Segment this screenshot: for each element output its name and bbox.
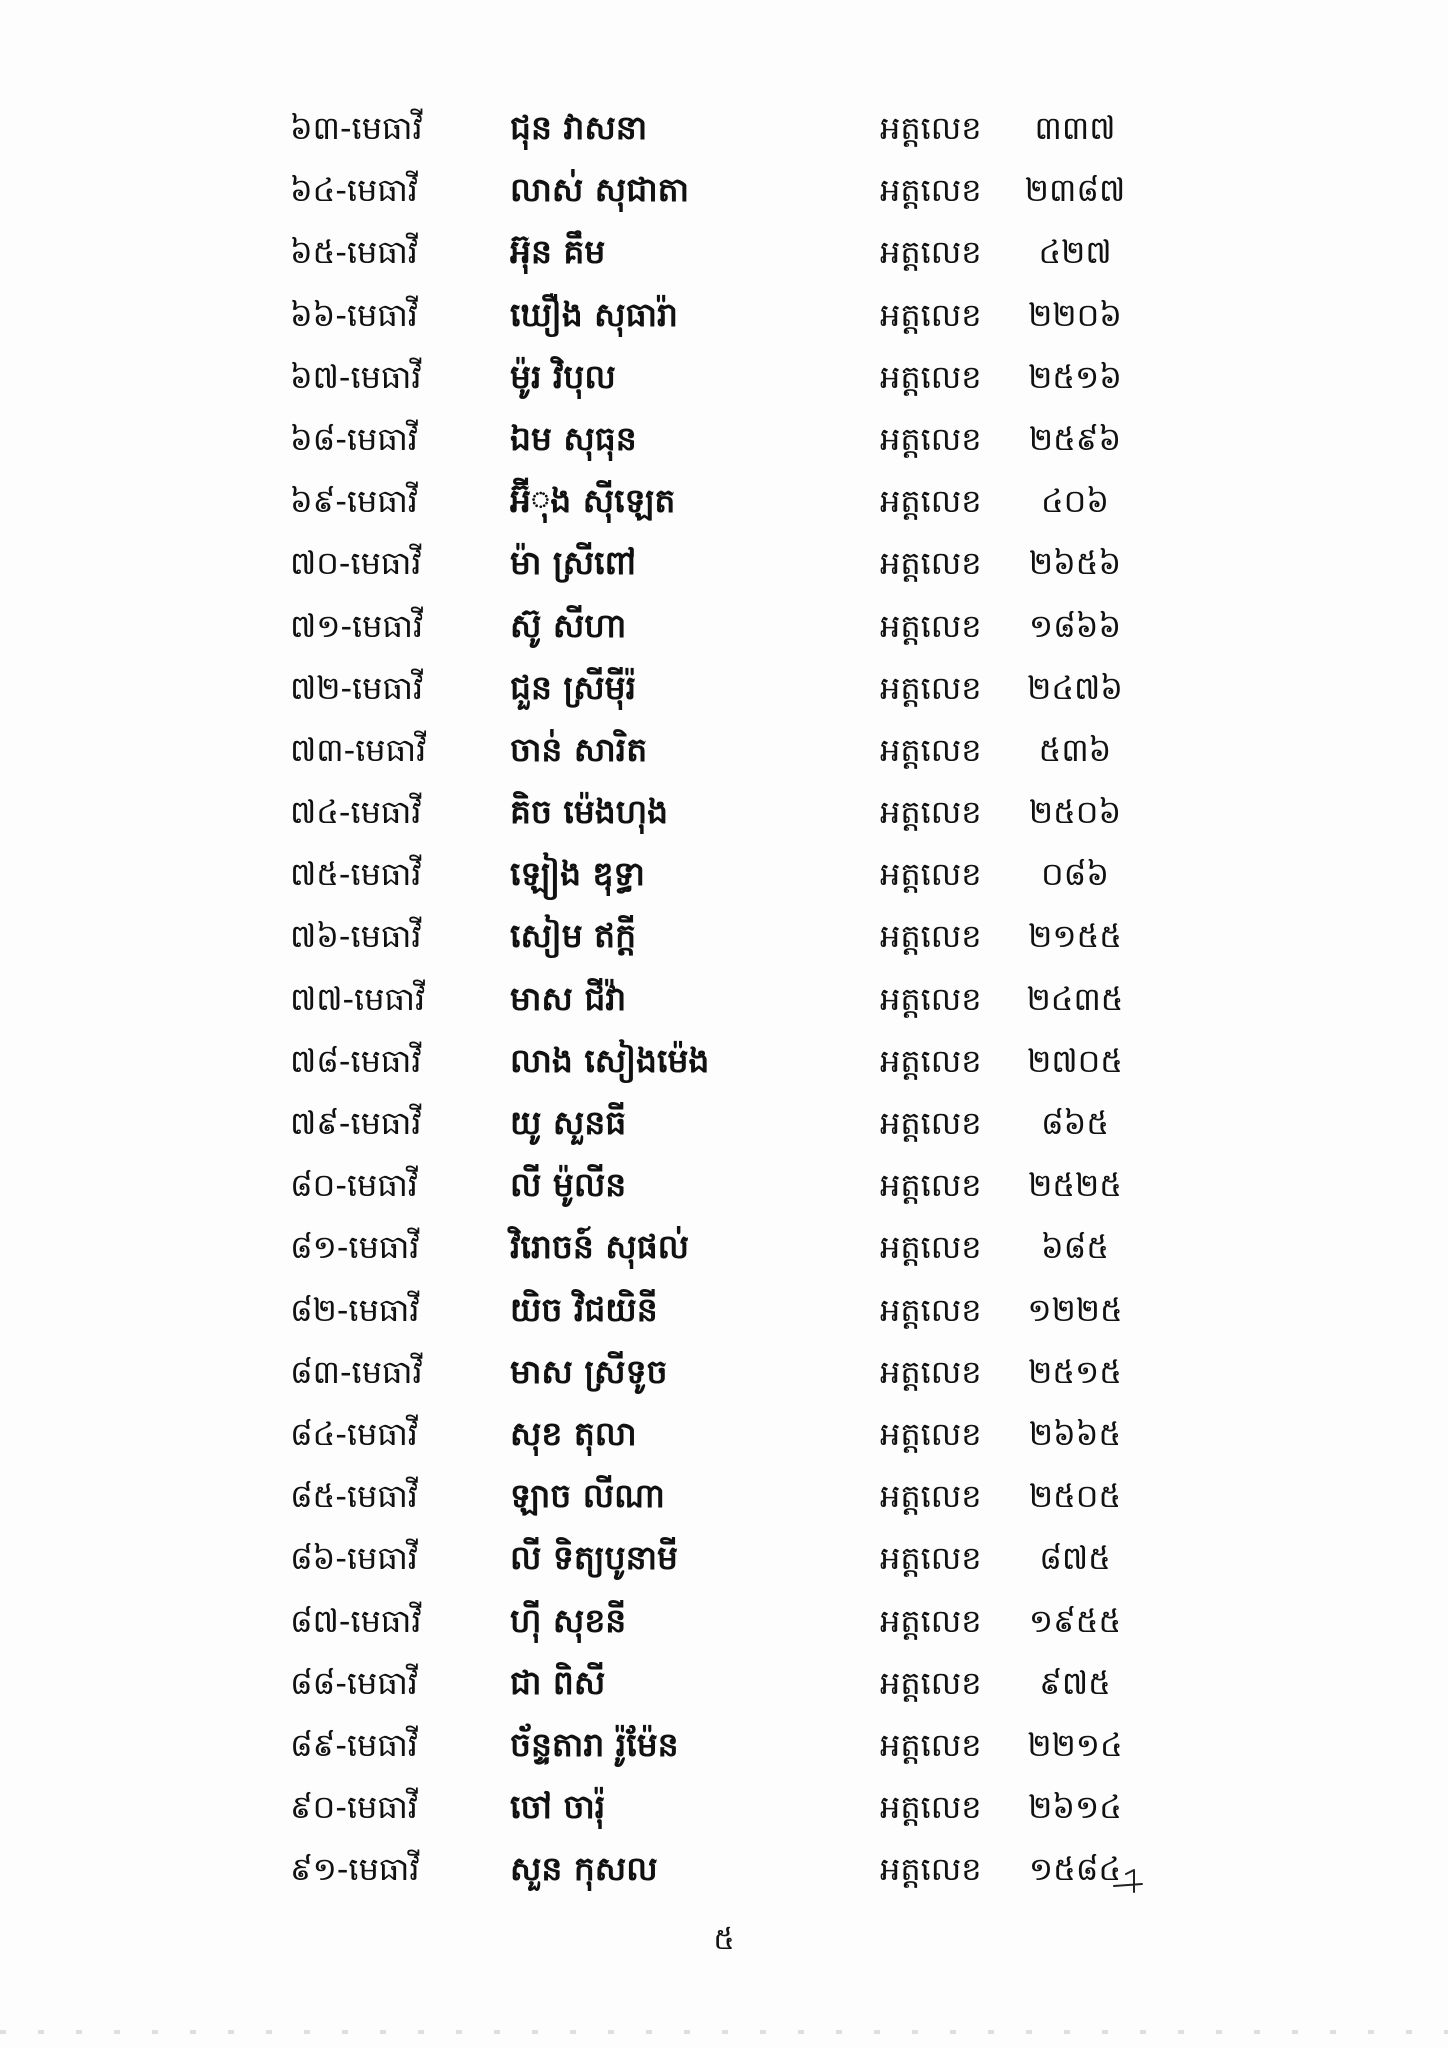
entry-id-number: ២៥២៥ <box>1028 1166 1122 1205</box>
entry-id-label: អត្តលេខ <box>880 544 982 583</box>
entry-id-number: ៨៦៥ <box>1041 1104 1109 1142</box>
entry-id-label: អត្តលេខ <box>880 1228 982 1267</box>
list-item <box>290 1219 1140 1281</box>
entry-title: ៦៧-មេធាវី <box>290 357 422 396</box>
entry-title: ៧៧-មេធាវី <box>290 979 426 1018</box>
entry-title: ៨៦-មេធាវី <box>290 1539 418 1578</box>
list-item <box>290 1779 1140 1841</box>
list-item <box>290 411 1140 473</box>
entry-title: ៧៦-មេធាវី <box>290 917 422 956</box>
entry-title: ៧០-មេធាវី <box>290 544 422 583</box>
entry-id-label: អត្តលេខ <box>880 233 982 272</box>
list-item <box>290 1841 1140 1903</box>
entry-id-number: ២២០៦ <box>1028 295 1122 334</box>
entry-id-label: អត្តលេខ <box>880 1601 982 1640</box>
entry-name: ជា ពិសី <box>510 1662 606 1702</box>
entry-id-number: ២៥០៥ <box>1028 1477 1122 1516</box>
entry-id-label: អត្តលេខ <box>880 1850 982 1889</box>
list-item <box>290 1095 1140 1157</box>
entry-id-number: ២៥១៦ <box>1028 357 1122 396</box>
entry-id-label: អត្តលេខ <box>880 1104 982 1142</box>
entry-id-label: អត្តលេខ <box>880 1352 982 1391</box>
entry-name: លាង សៀងម៉េង <box>510 1040 710 1080</box>
entry-id-label: អត្តលេខ <box>880 606 982 645</box>
entry-name: លាស់ សុជាតា <box>510 170 690 210</box>
entry-title: ៦៨-មេធាវី <box>290 419 418 458</box>
entry-id-label: អត្តលេខ <box>880 793 982 832</box>
entry-id-number: ២៤៧៦ <box>1027 668 1123 707</box>
entry-id-number: ២៥១៥ <box>1028 1352 1122 1391</box>
entry-id-number: ១២២៥ <box>1027 1290 1123 1329</box>
entry-id-number: ២២១៤ <box>1027 1725 1123 1764</box>
entry-title: ៦៦-មេធាវី <box>290 295 418 334</box>
entry-name: ចៅ ចារ៉ុ <box>510 1787 606 1827</box>
entry-id-number: ៨៧៥ <box>1039 1539 1111 1578</box>
entry-id-number: ៦៨៥ <box>1041 1228 1109 1267</box>
list-item <box>290 660 1140 722</box>
entry-name: សុខ តុលា <box>510 1413 637 1453</box>
entry-name: ច័ន្ទតារា រ៉ូម៉ែន <box>510 1724 679 1764</box>
entry-name: លី ម៉ូលីន <box>510 1165 627 1205</box>
entry-id-number: ២៥៩៦ <box>1028 419 1122 458</box>
entry-title: ៧៣-មេធាវី <box>290 730 427 769</box>
entry-title: ៦៣-មេធាវី <box>290 109 423 147</box>
list-item <box>290 971 1140 1033</box>
list-item <box>290 473 1140 535</box>
entry-id-number: ១៩៥៥ <box>1028 1601 1122 1640</box>
lawyer-list <box>290 100 1140 1903</box>
entry-title: ៩០-មេធាវី <box>290 1788 418 1827</box>
entry-id-label: អត្តលេខ <box>880 295 982 334</box>
entry-id-number: ៤២៧ <box>1038 233 1112 272</box>
handwritten-mark-icon <box>1112 1866 1146 1894</box>
entry-name: វិរោចន៍ សុផល់ <box>510 1227 690 1267</box>
list-item <box>290 287 1140 349</box>
entry-id-label: អត្តលេខ <box>880 1539 982 1578</box>
entry-id-label: អត្តលេខ <box>880 979 982 1018</box>
list-item <box>290 1717 1140 1779</box>
list-item <box>290 722 1140 784</box>
entry-id-label: អត្តលេខ <box>880 1290 982 1329</box>
entry-title: ៦៥-មេធាវី <box>290 233 418 272</box>
entry-title: ៨៣-មេធាវី <box>290 1352 423 1391</box>
entry-id-number: ២៦៦៥ <box>1028 1414 1122 1453</box>
entry-name: ឡៀង ឌុទ្ធា <box>510 854 645 894</box>
entry-id-label: អត្តលេខ <box>880 1166 982 1205</box>
entry-name: ឯម សុធុន <box>510 418 637 458</box>
list-item <box>290 784 1140 846</box>
entry-id-label: អត្តលេខ <box>880 171 982 210</box>
entry-id-label: អត្តលេខ <box>880 357 982 396</box>
entry-id-number: ៤០៦ <box>1041 482 1109 521</box>
entry-name: មាស ជីវ៉ា <box>510 978 627 1018</box>
entry-id-number: ២៥០៦ <box>1028 793 1122 832</box>
entry-name: ស៊ូ សីហា <box>510 605 627 645</box>
entry-title: ៨៨-មេធាវី <box>290 1663 418 1702</box>
entry-name: ឡាច លីណា <box>510 1476 665 1516</box>
entry-id-number: ២១៥៥ <box>1028 917 1122 956</box>
entry-id-label: អត្តលេខ <box>880 482 982 521</box>
list-item <box>290 162 1140 224</box>
entry-title: ៨៩-មេធាវី <box>290 1725 418 1764</box>
list-item <box>290 1593 1140 1655</box>
entry-id-number: ៩៧៥ <box>1039 1663 1111 1702</box>
entry-title: ៨៥-មេធាវី <box>290 1477 418 1516</box>
entry-title: ៨០-មេធាវី <box>290 1166 418 1205</box>
entry-name: ហ៊ី សុខនី <box>510 1600 627 1640</box>
scan-artifact <box>0 2030 1448 2034</box>
entry-id-number: ១៥៨៤ <box>1028 1850 1122 1889</box>
entry-id-label: អត្តលេខ <box>880 1725 982 1764</box>
list-item <box>290 349 1140 411</box>
entry-id-label: អត្តលេខ <box>880 730 982 769</box>
entry-id-number: ២៣៨៧ <box>1024 171 1126 210</box>
entry-name: ឃឿង សុធារ៉ា <box>510 294 678 334</box>
list-item <box>290 1406 1140 1468</box>
entry-title: ៨១-មេធាវី <box>290 1228 420 1267</box>
list-item <box>290 846 1140 908</box>
entry-name: លី ទិត្យបូនាមី <box>510 1538 678 1578</box>
list-item <box>290 1033 1140 1095</box>
entry-title: ៧៩-មេធាវី <box>290 1104 422 1142</box>
entry-title: ៧៤-មេធាវី <box>290 793 422 832</box>
entry-id-number: ០៨៦ <box>1041 855 1109 894</box>
entry-title: ៨៤-មេធាវី <box>290 1414 418 1453</box>
list-item <box>290 100 1140 162</box>
entry-title: ៦៩-មេធាវី <box>290 482 418 521</box>
entry-id-label: អត្តលេខ <box>880 1477 982 1516</box>
entry-name: គិច ម៉េងហុង <box>510 792 669 832</box>
entry-id-number: ២៤៣៥ <box>1026 979 1124 1018</box>
entry-name: អ៊ីុង ស៊ីឡេត <box>510 481 676 521</box>
entry-id-label: អត្តលេខ <box>880 855 982 894</box>
entry-title: ៧១-មេធាវី <box>290 606 424 645</box>
entry-id-number: ២៧០៥ <box>1027 1041 1123 1080</box>
entry-id-label: អត្តលេខ <box>880 419 982 458</box>
list-item <box>290 224 1140 286</box>
list-item <box>290 1282 1140 1344</box>
entry-title: ៨៧-មេធាវី <box>290 1601 422 1640</box>
list-item <box>290 535 1140 597</box>
entry-name: យូ សួនធី <box>510 1103 627 1142</box>
page-number: ៥ <box>713 1922 735 1957</box>
entry-name: មាស ស្រីទូច <box>510 1351 668 1391</box>
entry-id-label: អត្តលេខ <box>880 917 982 956</box>
entry-name: អ៊ុន គឹម <box>510 232 606 272</box>
entry-id-label: អត្តលេខ <box>880 109 982 147</box>
entry-id-number: ២៦១៤ <box>1028 1788 1122 1827</box>
entry-name: សៀម ឥក្តី <box>510 916 637 956</box>
list-item <box>290 1530 1140 1592</box>
list-item <box>290 1655 1140 1717</box>
list-item <box>290 1468 1140 1530</box>
entry-name: យិច វិជយិនី <box>510 1289 658 1329</box>
entry-name: ជួន ស្រីម៉ីរ៉ <box>510 667 637 707</box>
entry-title: ៩១-មេធាវី <box>290 1850 420 1889</box>
entry-title: ៧២-មេធាវី <box>290 668 424 707</box>
entry-name: ម៉ា ស្រីពៅ <box>510 543 637 583</box>
entry-title: ៨២-មេធាវី <box>290 1290 420 1329</box>
list-item <box>290 1344 1140 1406</box>
entry-id-number: ៣៣៧ <box>1034 109 1116 147</box>
entry-id-number: ២៦៥៦ <box>1028 544 1122 583</box>
list-item <box>290 598 1140 660</box>
list-item <box>290 908 1140 970</box>
entry-id-number: ៥៣៦ <box>1038 730 1112 769</box>
entry-id-label: អត្តលេខ <box>880 1041 982 1080</box>
entry-name: សួន កុសល <box>510 1849 658 1889</box>
entry-id-label: អត្តលេខ <box>880 1414 982 1453</box>
entry-name: ចាន់ សារិត <box>510 729 648 769</box>
entry-id-label: អត្តលេខ <box>880 668 982 707</box>
entry-title: ៦៤-មេធាវី <box>290 171 418 210</box>
list-item <box>290 1157 1140 1219</box>
entry-id-number: ១៨៦៦ <box>1028 606 1122 645</box>
entry-title: ៧៥-មេធាវី <box>290 855 422 894</box>
entry-name: ជុន វាសនា <box>510 108 648 147</box>
entry-title: ៧៨-មេធាវី <box>290 1041 422 1080</box>
entry-id-label: អត្តលេខ <box>880 1788 982 1827</box>
entry-id-label: អត្តលេខ <box>880 1663 982 1702</box>
entry-name: ម៉ូរ វិបុល <box>510 356 616 396</box>
